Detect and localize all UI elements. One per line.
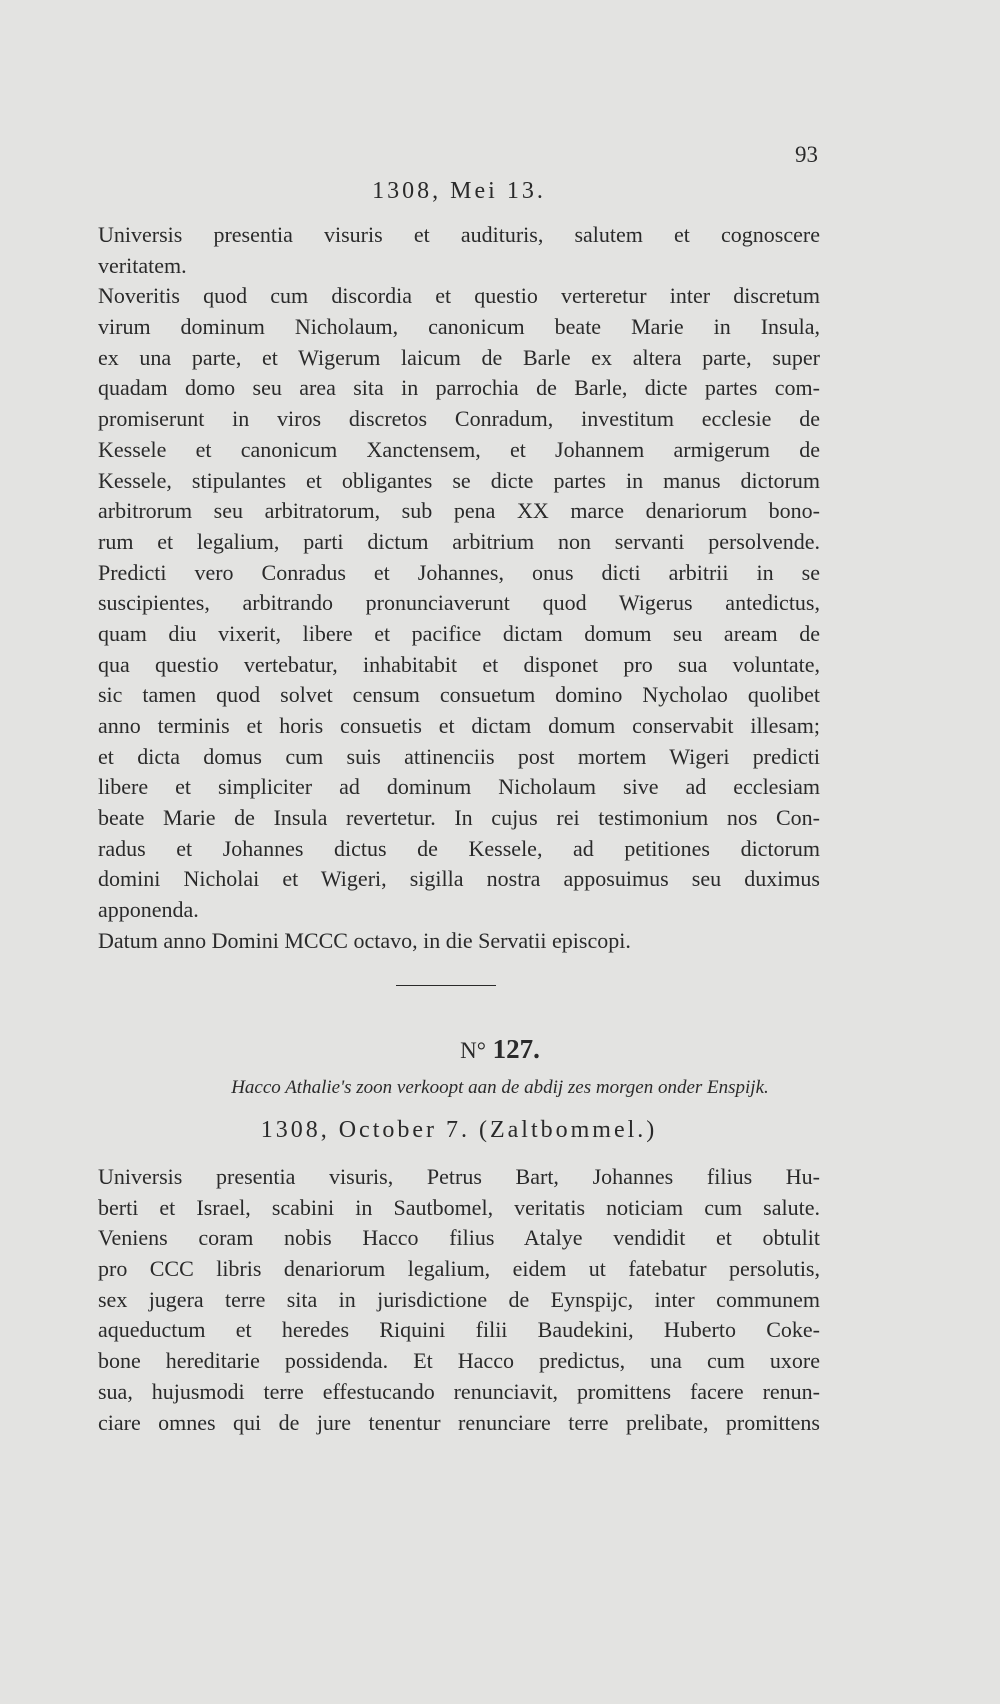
charter-2-dateline-block <box>98 1117 820 1144</box>
text-line: quam diu vixerit, libere et pacifice dictam domum seu aream de <box>98 620 820 646</box>
text-line: arbitrorum seu arbitratorum, sub pena XX marce denariorum bono- <box>98 498 820 524</box>
text-line: sua, hujusmodi terre effestucando renunciavit, promittens facere renun- <box>98 1378 820 1404</box>
text-line: virum dominum Nicholaum, canonicum beate Marie in Insula, <box>98 314 820 340</box>
text-line: apponenda. <box>98 897 199 923</box>
charter-1-dateline-block <box>98 178 820 205</box>
text-line: bone hereditarie possidenda. Et Hacco predictus, una cum uxore <box>98 1348 820 1374</box>
text-line: Veniens coram nobis Hacco filius Atalye vendidit et obtulit <box>98 1225 820 1251</box>
text-line: Predicti vero Conradus et Johannes, onus dicti arbitrii in se <box>98 559 820 585</box>
text-line: rum et legalium, parti dictum arbitrium non servanti persolvende. <box>98 528 820 554</box>
text-line: Noveritis quod cum discordia et questio verteretur inter discretum <box>98 283 820 309</box>
charter-1-dateline: 1308, Mei 13. <box>372 178 546 204</box>
text-line: quadam domo seu area sita in parrochia de Barle, dicte partes com- <box>98 375 820 401</box>
text-line: pro CCC libris denariorum legalium, eidem ut fatebatur persolutis, <box>98 1256 820 1282</box>
charter-2-dateline: 1308, October 7. (Zaltbommel.) <box>260 1117 658 1143</box>
document-regest: Hacco Athalie's zoon verkoopt aan de abdij zes morgen onder Enspijk. <box>231 1077 769 1098</box>
text-line: qua questio vertebatur, inhabitabit et disponet pro sua voluntate, <box>98 651 820 677</box>
text-line: anno terminis et horis consuetis et dictam domum conservabit illesam; <box>98 713 820 738</box>
text-line: suscipientes, arbitrando pronunciaverunt quod Wigerus antedictus, <box>98 590 820 616</box>
page-number: 93 <box>795 142 818 167</box>
text-line: radus et Johannes dictus de Kessele, ad petitiones dictorum <box>98 835 820 861</box>
text-line: ciare omnes qui de jure tenentur renunciare terre prelibate, promittens <box>98 1409 820 1435</box>
document-number <box>0 1034 1000 1065</box>
text-line: veritatem. <box>98 252 187 278</box>
text-line: aqueductum et heredes Riquini filii Baudekini, Huberto Coke- <box>98 1317 820 1343</box>
text-line: ex una parte, et Wigerum laicum de Barle ex altera parte, super <box>98 344 820 370</box>
text-line: beate Marie de Insula revertetur. In cujus rei testimonium nos Con- <box>98 805 820 831</box>
text-line: Datum anno Domini MCCC octavo, in die Servatii episcopi. <box>98 927 631 953</box>
text-line: Universis presentia visuris et audituris, salutem et cognoscere <box>98 222 820 247</box>
text-line: berti et Israel, scabini in Sautbomel, veritatis noticiam cum salute. <box>98 1194 820 1220</box>
charter-1-text <box>98 220 820 957</box>
text-line: domini Nicholai et Wigeri, sigilla nostra apposuimus seu duximus <box>98 866 820 892</box>
charter-2-text <box>98 1162 820 1438</box>
text-line: sex jugera terre sita in jurisdictione de Eynspijc, inter communem <box>98 1286 820 1312</box>
text-line: Kessele, stipulantes et obligantes se dicte partes in manus dictorum <box>98 467 820 493</box>
document-number-value: 127. <box>492 1034 540 1064</box>
text-line: Kessele et canonicum Xanctensem, et Johannem armigerum de <box>98 436 820 462</box>
text-line: libere et simpliciter ad dominum Nicholaum sive ad ecclesiam <box>98 774 820 800</box>
text-line: sic tamen quod solvet censum consuetum domino Nycholao quolibet <box>98 682 820 708</box>
text-line: promiserunt in viros discretos Conradum, investitum ecclesie de <box>98 406 820 432</box>
section-divider <box>396 985 496 986</box>
text-line: et dicta domus cum suis attinenciis post mortem Wigeri predicti <box>98 743 820 769</box>
text-line: Universis presentia visuris, Petrus Bart, Johannes filius Hu- <box>98 1164 820 1189</box>
document-number-prefix: N° <box>460 1038 486 1063</box>
